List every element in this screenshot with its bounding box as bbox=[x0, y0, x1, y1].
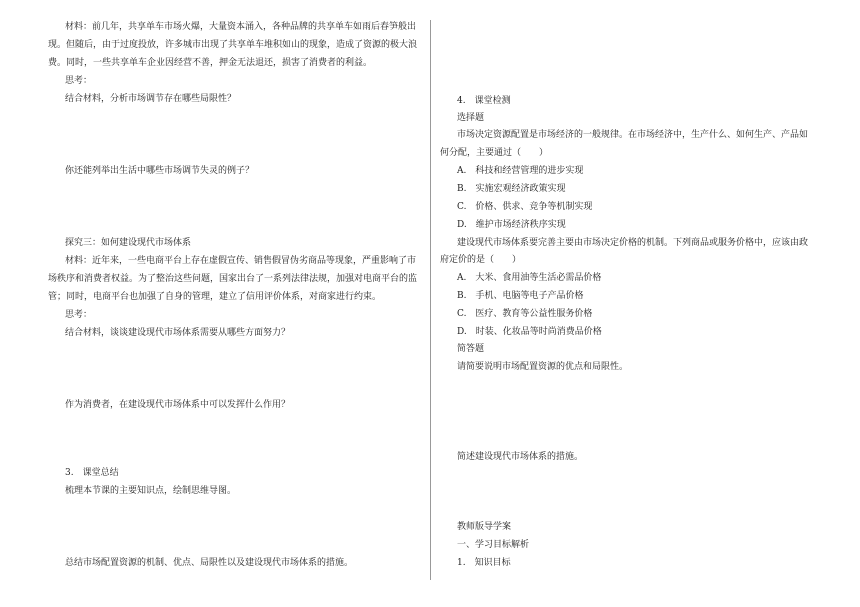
teacher-version-title: 教师版导学案 bbox=[457, 522, 512, 532]
material-1-line-1: 材料：前几年，共享单车市场火爆，大量资本涌入，各种品牌的共享单车如雨后春笋般出 bbox=[65, 22, 417, 32]
mc2-option-a: A. 大米、食用油等生活必需品价格 bbox=[457, 273, 602, 283]
summary-title: 3. 课堂总结 bbox=[65, 468, 119, 478]
choice-heading: 选择题 bbox=[457, 113, 485, 123]
explore-3-title: 探究三：如何建设现代市场体系 bbox=[65, 238, 192, 248]
mc1-option-c: C. 价格、供求、竞争等机制实现 bbox=[457, 202, 593, 212]
material-1-line-3: 费。同时，一些共享单车企业因经营不善，押金无法退还，损害了消费者的利益。 bbox=[48, 58, 373, 68]
mc1-stem-line-1: 市场决定资源配置是市场经济的一般规律。在市场经济中，生产什么、如何生产、产品如 bbox=[457, 130, 809, 140]
material-2-line-1: 材料：近年来，一些电商平台上存在虚假宣传、销售假冒伪劣商品等现象，严重影响了市 bbox=[65, 256, 417, 266]
think-label-2: 思考： bbox=[65, 310, 93, 320]
question-4: 作为消费者，在建设现代市场体系中可以发挥什么作用？ bbox=[65, 400, 291, 410]
knowledge-objectives-title: 1. 知识目标 bbox=[457, 558, 511, 568]
mc2-option-b: B. 手机、电脑等电子产品价格 bbox=[457, 291, 584, 301]
mc2-stem-line-1: 建设现代市场体系要完善主要由市场决定价格的机制。下列商品或服务价格中，应该由政 bbox=[457, 238, 809, 248]
material-2-line-2: 场秩序和消费者权益。为了整治这些问题，国家出台了一系列法律法规，加强对电商平台的监 bbox=[48, 274, 418, 284]
mc2-option-d: D. 时装、化妆品等时尚消费品价格 bbox=[457, 327, 602, 337]
mc1-option-b: B. 实施宏观经济政策实现 bbox=[457, 184, 566, 194]
question-2: 你还能列举出生活中哪些市场调节失灵的例子？ bbox=[65, 166, 255, 176]
material-2-line-3: 管；同时，电商平台也加强了自身的管理，建立了信用评价体系，对商家进行约束。 bbox=[48, 292, 382, 302]
material-1-line-2: 现。但随后，由于过度投放，许多城市出现了共享单车堆积如山的现象，造成了资源的极大浪 bbox=[48, 40, 418, 50]
objectives-title: 一、学习目标解析 bbox=[457, 540, 530, 550]
mc2-stem-line-2: 府定价的是（ ） bbox=[440, 255, 522, 265]
question-1: 结合材料，分析市场调节存在哪些局限性？ bbox=[65, 94, 237, 104]
mc1-option-a: A. 科技和经营管理的进步实现 bbox=[457, 166, 584, 176]
mc1-stem-line-2: 何分配，主要通过（ ） bbox=[440, 148, 549, 158]
mc1-option-d: D. 维护市场经济秩序实现 bbox=[457, 220, 566, 230]
short-question-2: 简述建设现代市场体系的措施。 bbox=[457, 452, 584, 462]
short-answer-heading: 简答题 bbox=[457, 344, 485, 354]
summary-task: 梳理本节课的主要知识点，绘制思维导图。 bbox=[65, 486, 237, 496]
column-divider bbox=[430, 20, 431, 580]
short-question-1: 请简要说明市场配置资源的优点和局限性。 bbox=[457, 362, 629, 372]
mc2-option-c: C. 医疗、教育等公益性服务价格 bbox=[457, 309, 593, 319]
section-4-title: 4. 课堂检测 bbox=[457, 96, 511, 106]
question-3: 结合材料，谈谈建设现代市场体系需要从哪些方面努力？ bbox=[65, 328, 291, 338]
summary-text: 总结市场配置资源的机制、优点、局限性以及建设现代市场体系的措施。 bbox=[65, 558, 354, 568]
think-label-1: 思考： bbox=[65, 76, 93, 86]
